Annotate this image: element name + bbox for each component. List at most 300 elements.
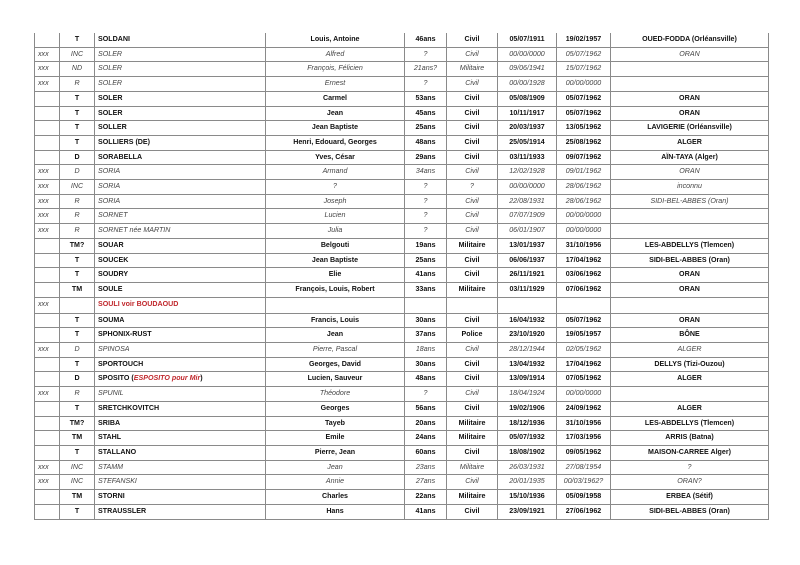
status-cell: INC <box>60 475 95 490</box>
age-cell: 20ans <box>405 416 447 431</box>
place-cell <box>611 224 769 239</box>
table-row <box>35 77 769 92</box>
birth-date-cell: 16/04/1932 <box>498 313 557 328</box>
flag-cell: xxx <box>35 209 60 224</box>
age-cell: 48ans <box>405 372 447 387</box>
event-date-cell: 19/02/1957 <box>557 33 611 47</box>
place-cell: inconnu <box>611 180 769 195</box>
flag-cell <box>35 445 60 460</box>
event-date-cell: 00/00/0000 <box>557 224 611 239</box>
place-cell: AÏN-TAYA (Alger) <box>611 150 769 165</box>
register-table <box>34 33 769 520</box>
flag-cell <box>35 504 60 519</box>
flag-cell <box>35 431 60 446</box>
category-cell: Militaire <box>447 416 498 431</box>
age-cell: 48ans <box>405 135 447 150</box>
status-cell: T <box>60 106 95 121</box>
status-cell: T <box>60 253 95 268</box>
first-names-cell: Ernest <box>266 77 405 92</box>
birth-date-cell: 25/05/1914 <box>498 135 557 150</box>
status-cell: TM? <box>60 238 95 253</box>
age-cell: 37ans <box>405 328 447 343</box>
surname-cell: STAHL <box>95 431 266 446</box>
status-cell: TM <box>60 490 95 505</box>
first-names-cell <box>266 297 405 313</box>
place-cell: BÔNE <box>611 328 769 343</box>
birth-date-cell: 23/09/1921 <box>498 504 557 519</box>
age-cell: 45ans <box>405 106 447 121</box>
surname-cell: SOLLER <box>95 121 266 136</box>
category-cell: Civil <box>447 253 498 268</box>
birth-date-cell: 13/04/1932 <box>498 357 557 372</box>
status-cell: T <box>60 313 95 328</box>
place-cell: LAVIGERIE (Orléansville) <box>611 121 769 136</box>
place-cell: ORAN <box>611 268 769 283</box>
place-cell: OUED-FODDA (Orléansville) <box>611 33 769 47</box>
status-cell: T <box>60 504 95 519</box>
birth-date-cell: 09/06/1941 <box>498 62 557 77</box>
flag-cell <box>35 401 60 416</box>
flag-cell: xxx <box>35 387 60 402</box>
flag-cell: xxx <box>35 224 60 239</box>
age-cell: ? <box>405 47 447 62</box>
age-cell: 21ans? <box>405 62 447 77</box>
first-names-cell: Carmel <box>266 91 405 106</box>
first-names-cell: Alfred <box>266 47 405 62</box>
event-date-cell: 09/05/1962 <box>557 445 611 460</box>
event-date-cell: 00/00/0000 <box>557 77 611 92</box>
surname-cell: SOUCEK <box>95 253 266 268</box>
birth-date-cell: 15/10/1936 <box>498 490 557 505</box>
flag-cell: xxx <box>35 194 60 209</box>
event-date-cell: 00/00/0000 <box>557 387 611 402</box>
birth-date-cell: 22/08/1931 <box>498 194 557 209</box>
birth-date-cell: 03/11/1929 <box>498 282 557 297</box>
table-row <box>35 504 769 519</box>
status-cell: D <box>60 165 95 180</box>
status-cell: R <box>60 77 95 92</box>
birth-date-cell: 05/07/1911 <box>498 33 557 47</box>
event-date-cell: 05/07/1962 <box>557 106 611 121</box>
surname-cell: SORIA <box>95 165 266 180</box>
status-cell: INC <box>60 47 95 62</box>
place-cell: ALGER <box>611 343 769 358</box>
birth-date-cell <box>498 297 557 313</box>
category-cell: Civil <box>447 504 498 519</box>
surname-tail: ) <box>200 374 203 383</box>
event-date-cell: 05/07/1962 <box>557 313 611 328</box>
flag-cell <box>35 238 60 253</box>
table-row <box>35 180 769 195</box>
flag-cell <box>35 313 60 328</box>
event-date-cell: 15/07/1962 <box>557 62 611 77</box>
event-date-cell: 31/10/1956 <box>557 238 611 253</box>
flag-cell <box>35 416 60 431</box>
surname-cell: STAMM <box>95 460 266 475</box>
place-cell: SIDI-BEL-ABBES (Oran) <box>611 504 769 519</box>
surname-note: ESPOSITO pour Mir <box>133 374 201 383</box>
age-cell: 22ans <box>405 490 447 505</box>
flag-cell: xxx <box>35 77 60 92</box>
place-cell: DELLYS (Tizi-Ouzou) <box>611 357 769 372</box>
table-row <box>35 387 769 402</box>
place-cell: ORAN <box>611 106 769 121</box>
table-row <box>35 150 769 165</box>
status-cell: T <box>60 33 95 47</box>
event-date-cell: 19/05/1957 <box>557 328 611 343</box>
status-cell: T <box>60 328 95 343</box>
event-date-cell: 27/06/1962 <box>557 504 611 519</box>
first-names-cell: Francis, Louis <box>266 313 405 328</box>
register-table-body <box>35 33 769 519</box>
place-cell: ORAN? <box>611 475 769 490</box>
first-names-cell: Pierre, Jean <box>266 445 405 460</box>
first-names-cell: Armand <box>266 165 405 180</box>
first-names-cell: François, Louis, Robert <box>266 282 405 297</box>
birth-date-cell: 26/11/1921 <box>498 268 557 283</box>
first-names-cell: Elie <box>266 268 405 283</box>
event-date-cell: 31/10/1956 <box>557 416 611 431</box>
category-cell: Civil <box>447 194 498 209</box>
flag-cell <box>35 328 60 343</box>
surname-cell: SOUMA <box>95 313 266 328</box>
category-cell: Civil <box>447 401 498 416</box>
event-date-cell: 09/01/1962 <box>557 165 611 180</box>
birth-date-cell: 10/11/1917 <box>498 106 557 121</box>
age-cell: 41ans <box>405 504 447 519</box>
table-row <box>35 62 769 77</box>
table-row <box>35 431 769 446</box>
first-names-cell: Henri, Edouard, Georges <box>266 135 405 150</box>
surname-cell: SORIA <box>95 194 266 209</box>
birth-date-cell: 13/01/1937 <box>498 238 557 253</box>
first-names-cell: Pierre, Pascal <box>266 343 405 358</box>
age-cell: ? <box>405 209 447 224</box>
first-names-cell: Joseph <box>266 194 405 209</box>
table-row <box>35 253 769 268</box>
event-date-cell: 17/03/1956 <box>557 431 611 446</box>
age-cell: 56ans <box>405 401 447 416</box>
surname-cell: SPHONIX-RUST <box>95 328 266 343</box>
age-cell: ? <box>405 224 447 239</box>
category-cell: Civil <box>447 343 498 358</box>
surname-cell: SORABELLA <box>95 150 266 165</box>
age-cell: 23ans <box>405 460 447 475</box>
surname-cell: STORNI <box>95 490 266 505</box>
category-cell: Civil <box>447 121 498 136</box>
table-row <box>35 357 769 372</box>
place-cell: ARRIS (Batna) <box>611 431 769 446</box>
event-date-cell: 07/05/1962 <box>557 372 611 387</box>
status-cell: T <box>60 268 95 283</box>
flag-cell <box>35 490 60 505</box>
first-names-cell: Hans <box>266 504 405 519</box>
place-cell <box>611 77 769 92</box>
surname-cell: STALLANO <box>95 445 266 460</box>
status-cell: TM <box>60 282 95 297</box>
age-cell: 53ans <box>405 91 447 106</box>
table-row <box>35 238 769 253</box>
birth-date-cell: 00/00/0000 <box>498 47 557 62</box>
status-cell: D <box>60 343 95 358</box>
surname-cell: SOLER <box>95 77 266 92</box>
status-cell: R <box>60 387 95 402</box>
category-cell: Militaire <box>447 490 498 505</box>
category-cell: Civil <box>447 268 498 283</box>
status-cell: T <box>60 445 95 460</box>
first-names-cell: Lucien, Sauveur <box>266 372 405 387</box>
place-cell: ALGER <box>611 372 769 387</box>
surname-cell: SORNET née MARTIN <box>95 224 266 239</box>
category-cell: Militaire <box>447 62 498 77</box>
surname-cell: SPORTOUCH <box>95 357 266 372</box>
table-row <box>35 343 769 358</box>
surname-cell: SOLER <box>95 62 266 77</box>
flag-cell <box>35 106 60 121</box>
event-date-cell: 09/07/1962 <box>557 150 611 165</box>
place-cell: ALGER <box>611 401 769 416</box>
surname-cell: SRIBA <box>95 416 266 431</box>
table-row <box>35 121 769 136</box>
event-date-cell: 28/06/1962 <box>557 180 611 195</box>
age-cell: ? <box>405 194 447 209</box>
status-cell: T <box>60 91 95 106</box>
age-cell: 24ans <box>405 431 447 446</box>
status-cell <box>60 297 95 313</box>
birth-date-cell: 13/09/1914 <box>498 372 557 387</box>
first-names-cell: Emile <box>266 431 405 446</box>
flag-cell: xxx <box>35 343 60 358</box>
table-row <box>35 165 769 180</box>
event-date-cell: 05/07/1962 <box>557 91 611 106</box>
surname-cell: SORNET <box>95 209 266 224</box>
place-cell: ORAN <box>611 282 769 297</box>
first-names-cell: Jean <box>266 106 405 121</box>
flag-cell: xxx <box>35 180 60 195</box>
place-cell <box>611 297 769 313</box>
table-row <box>35 328 769 343</box>
birth-date-cell: 19/02/1906 <box>498 401 557 416</box>
event-date-cell: 03/06/1962 <box>557 268 611 283</box>
event-date-cell: 17/04/1962 <box>557 253 611 268</box>
table-row <box>35 47 769 62</box>
age-cell <box>405 297 447 313</box>
category-cell: Civil <box>447 224 498 239</box>
category-cell: Civil <box>447 445 498 460</box>
status-cell: D <box>60 372 95 387</box>
status-cell: INC <box>60 180 95 195</box>
table-row <box>35 33 769 47</box>
event-date-cell: 00/00/0000 <box>557 209 611 224</box>
first-names-cell: Julia <box>266 224 405 239</box>
first-names-cell: Charles <box>266 490 405 505</box>
category-cell: Civil <box>447 475 498 490</box>
category-cell: Civil <box>447 135 498 150</box>
birth-date-cell: 06/01/1907 <box>498 224 557 239</box>
table-row <box>35 209 769 224</box>
event-date-cell: 05/09/1958 <box>557 490 611 505</box>
flag-cell <box>35 33 60 47</box>
flag-cell: xxx <box>35 47 60 62</box>
age-cell: 33ans <box>405 282 447 297</box>
surname-cell: SOLDANI <box>95 33 266 47</box>
age-cell: 25ans <box>405 121 447 136</box>
age-cell: 60ans <box>405 445 447 460</box>
first-names-cell: Jean <box>266 328 405 343</box>
surname-cell: STRAUSSLER <box>95 504 266 519</box>
place-cell: LES-ABDELLYS (Tlemcen) <box>611 416 769 431</box>
first-names-cell: Jean Baptiste <box>266 121 405 136</box>
event-date-cell: 27/08/1954 <box>557 460 611 475</box>
age-cell: 18ans <box>405 343 447 358</box>
place-cell: ERBEA (Sétif) <box>611 490 769 505</box>
age-cell: 46ans <box>405 33 447 47</box>
status-cell: R <box>60 209 95 224</box>
category-cell: Civil <box>447 313 498 328</box>
table-row <box>35 372 769 387</box>
place-cell: ORAN <box>611 313 769 328</box>
category-cell: Militaire <box>447 460 498 475</box>
first-names-cell: Jean Baptiste <box>266 253 405 268</box>
age-cell: ? <box>405 387 447 402</box>
birth-date-cell: 23/10/1920 <box>498 328 557 343</box>
first-names-cell: Yves, César <box>266 150 405 165</box>
place-cell: ORAN <box>611 47 769 62</box>
birth-date-cell: 28/12/1944 <box>498 343 557 358</box>
age-cell: 29ans <box>405 150 447 165</box>
flag-cell: xxx <box>35 475 60 490</box>
place-cell: MAISON-CARREE Alger) <box>611 445 769 460</box>
event-date-cell: 00/03/1962? <box>557 475 611 490</box>
surname-cell: SPUNIL <box>95 387 266 402</box>
place-cell <box>611 387 769 402</box>
category-cell: Militaire <box>447 431 498 446</box>
category-cell: Civil <box>447 165 498 180</box>
event-date-cell: 24/09/1962 <box>557 401 611 416</box>
table-row <box>35 297 769 313</box>
status-cell: T <box>60 357 95 372</box>
flag-cell <box>35 282 60 297</box>
status-cell: T <box>60 135 95 150</box>
first-names-cell: Georges <box>266 401 405 416</box>
category-cell: Civil <box>447 357 498 372</box>
table-row <box>35 475 769 490</box>
category-cell: Civil <box>447 47 498 62</box>
birth-date-cell: 05/08/1909 <box>498 91 557 106</box>
flag-cell <box>35 91 60 106</box>
status-cell: ND <box>60 62 95 77</box>
surname-cell: SOUDRY <box>95 268 266 283</box>
surname-cell <box>95 297 266 313</box>
age-cell: ? <box>405 180 447 195</box>
first-names-cell: Lucien <box>266 209 405 224</box>
category-cell: Police <box>447 328 498 343</box>
birth-date-cell: 18/12/1936 <box>498 416 557 431</box>
cross-reference-text: SOULI voir BOUDAOUD <box>98 300 179 309</box>
surname-cell: SOLLIERS (DE) <box>95 135 266 150</box>
status-cell: D <box>60 150 95 165</box>
age-cell: 41ans <box>405 268 447 283</box>
flag-cell: xxx <box>35 460 60 475</box>
age-cell: 30ans <box>405 357 447 372</box>
table-row <box>35 194 769 209</box>
category-cell: Civil <box>447 77 498 92</box>
event-date-cell: 28/06/1962 <box>557 194 611 209</box>
category-cell: ? <box>447 180 498 195</box>
category-cell: Civil <box>447 372 498 387</box>
category-cell: Militaire <box>447 282 498 297</box>
age-cell: 30ans <box>405 313 447 328</box>
first-names-cell: François, Félicien <box>266 62 405 77</box>
first-names-cell: Jean <box>266 460 405 475</box>
birth-date-cell: 26/03/1931 <box>498 460 557 475</box>
birth-date-cell: 00/00/1928 <box>498 77 557 92</box>
birth-date-cell: 00/00/0000 <box>498 180 557 195</box>
category-cell: Civil <box>447 209 498 224</box>
flag-cell: xxx <box>35 62 60 77</box>
surname-cell: STEFANSKI <box>95 475 266 490</box>
flag-cell <box>35 121 60 136</box>
place-cell: ORAN <box>611 91 769 106</box>
birth-date-cell: 03/11/1933 <box>498 150 557 165</box>
place-cell <box>611 62 769 77</box>
place-cell: ORAN <box>611 165 769 180</box>
flag-cell: xxx <box>35 297 60 313</box>
first-names-cell: Louis, Antoine <box>266 33 405 47</box>
event-date-cell: 25/08/1962 <box>557 135 611 150</box>
surname-cell: SPINOSA <box>95 343 266 358</box>
table-row <box>35 313 769 328</box>
flag-cell <box>35 150 60 165</box>
status-cell: TM <box>60 431 95 446</box>
surname-cell: SORIA <box>95 180 266 195</box>
surname-cell: SOLER <box>95 106 266 121</box>
surname-cell: SRETCHKOVITCH <box>95 401 266 416</box>
table-row <box>35 416 769 431</box>
table-row <box>35 401 769 416</box>
category-cell: Civil <box>447 33 498 47</box>
flag-cell <box>35 253 60 268</box>
flag-cell <box>35 372 60 387</box>
birth-date-cell: 05/07/1932 <box>498 431 557 446</box>
event-date-cell <box>557 297 611 313</box>
first-names-cell: Belgouti <box>266 238 405 253</box>
flag-cell <box>35 135 60 150</box>
age-cell: 19ans <box>405 238 447 253</box>
status-cell: TM? <box>60 416 95 431</box>
status-cell: T <box>60 401 95 416</box>
table-row <box>35 224 769 239</box>
status-cell: T <box>60 121 95 136</box>
event-date-cell: 17/04/1962 <box>557 357 611 372</box>
surname-cell: SOLER <box>95 47 266 62</box>
place-cell: ? <box>611 460 769 475</box>
birth-date-cell: 06/06/1937 <box>498 253 557 268</box>
event-date-cell: 13/05/1962 <box>557 121 611 136</box>
place-cell: LES-ABDELLYS (Tlemcen) <box>611 238 769 253</box>
surname-cell: SOUAR <box>95 238 266 253</box>
place-cell <box>611 209 769 224</box>
table-row <box>35 268 769 283</box>
age-cell: 27ans <box>405 475 447 490</box>
category-cell: Civil <box>447 91 498 106</box>
surname-cell: SOLER <box>95 91 266 106</box>
event-date-cell: 05/07/1962 <box>557 47 611 62</box>
birth-date-cell: 12/02/1928 <box>498 165 557 180</box>
place-cell: SIDI-BEL-ABBES (Oran) <box>611 253 769 268</box>
table-row <box>35 445 769 460</box>
first-names-cell: Théodore <box>266 387 405 402</box>
